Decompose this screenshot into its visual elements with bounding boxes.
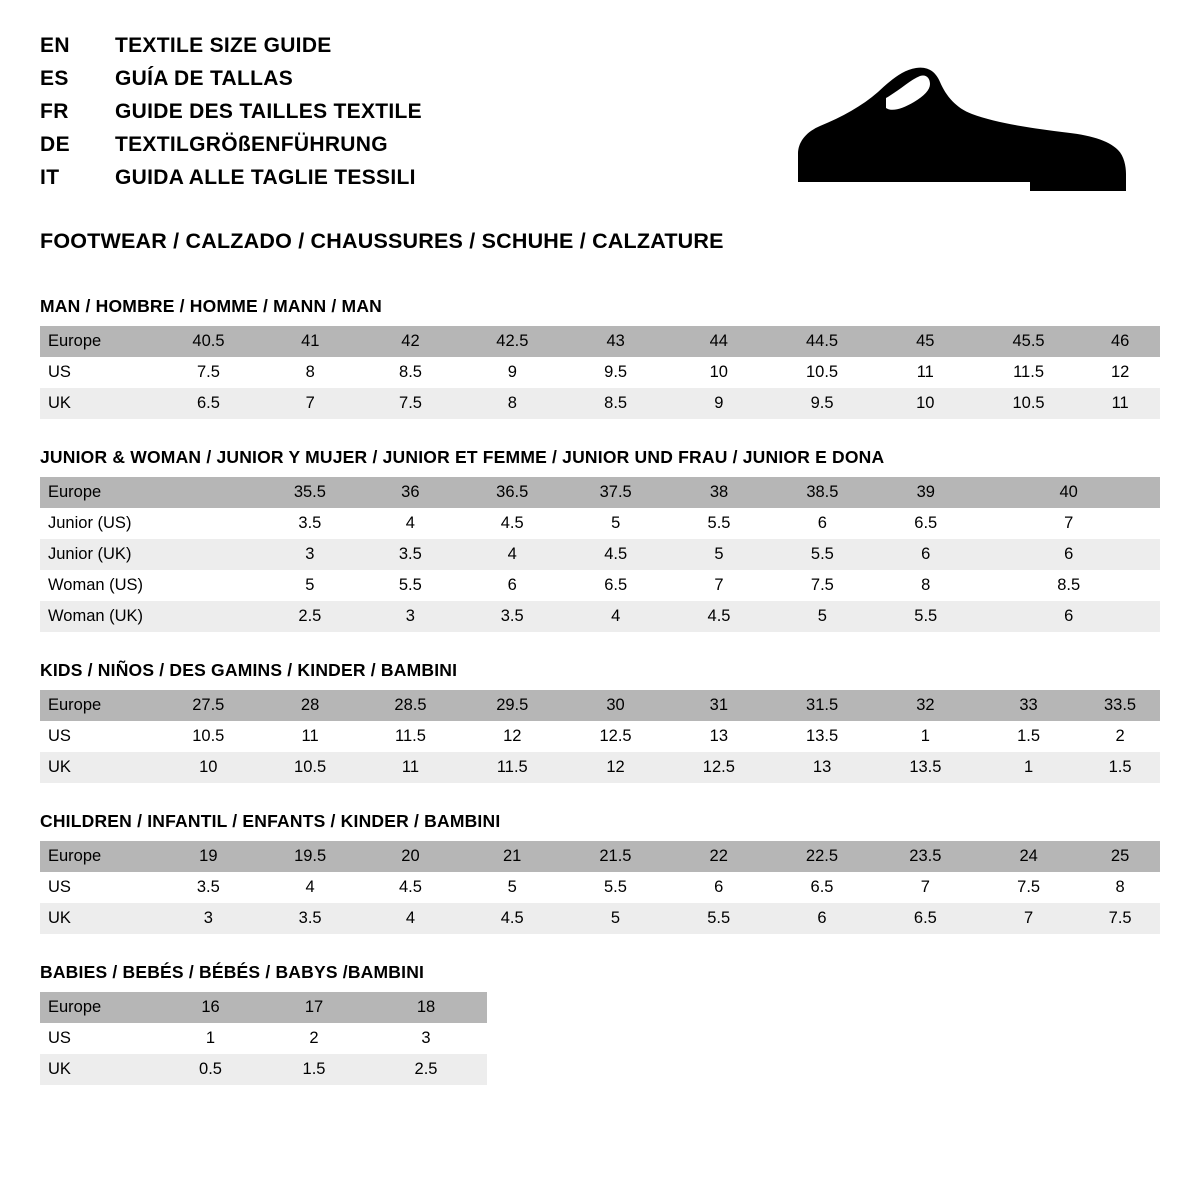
row-label: Europe: [40, 477, 157, 508]
table-cell: 23.5: [874, 841, 977, 872]
table-cell: 33.5: [1080, 690, 1160, 721]
table-cell: 6: [667, 872, 770, 903]
table-cell: 2.5: [260, 601, 361, 632]
table-cell: 12: [1080, 357, 1160, 388]
table-row: [40, 1023, 487, 1054]
table-cell: 5: [667, 539, 770, 570]
row-label: Europe: [40, 690, 157, 721]
table-cell: 3.5: [260, 508, 361, 539]
table-cell: 4: [460, 539, 563, 570]
table-cell: 8.5: [564, 388, 667, 419]
table-cell: 29.5: [461, 690, 564, 721]
language-code: ES: [40, 67, 69, 90]
table-cell: 12.5: [667, 752, 770, 783]
table-cell: 4.5: [360, 872, 460, 903]
table-row: [40, 992, 487, 1023]
table-cell: 4: [564, 601, 667, 632]
table-cell: 28.5: [360, 690, 460, 721]
table-cell: [157, 570, 260, 601]
table-cell: 36.5: [460, 477, 563, 508]
row-label: US: [40, 721, 157, 752]
row-label: UK: [40, 1054, 158, 1085]
language-code: IT: [40, 166, 60, 189]
table-cell: 8.5: [977, 570, 1160, 601]
table-cell: 6.5: [564, 570, 667, 601]
table-cell: 1: [977, 752, 1080, 783]
table-row: [40, 872, 1160, 903]
table-cell: 8: [461, 388, 564, 419]
table-cell: 10.5: [977, 388, 1080, 419]
row-label: UK: [40, 388, 157, 419]
table-row: [40, 841, 1160, 872]
table-cell: 38.5: [771, 477, 874, 508]
table-cell: 13.5: [874, 752, 977, 783]
table-cell: 21: [461, 841, 564, 872]
table-cell: 5.5: [667, 903, 770, 934]
size-table-babies: [40, 992, 487, 1085]
table-row: [40, 752, 1160, 783]
table-cell: 5.5: [564, 872, 667, 903]
table-cell: 6: [977, 601, 1160, 632]
row-label: US: [40, 872, 157, 903]
language-code: DE: [40, 133, 70, 156]
section-title: JUNIOR & WOMAN / JUNIOR Y MUJER / JUNIOR ET FEMME / JUNIOR UND FRAU / JUNIOR E DONA: [40, 447, 885, 467]
row-label: Europe: [40, 841, 157, 872]
table-cell: 4.5: [564, 539, 667, 570]
table-cell: 12: [564, 752, 667, 783]
table-cell: 35.5: [260, 477, 361, 508]
table-cell: 6.5: [157, 388, 260, 419]
row-label: Woman (UK): [40, 601, 157, 632]
row-label: Woman (US): [40, 570, 157, 601]
table-cell: 2: [263, 1023, 365, 1054]
table-cell: 5: [771, 601, 874, 632]
table-cell: 24: [977, 841, 1080, 872]
table-row: [40, 477, 1160, 508]
table-cell: 7.5: [1080, 903, 1160, 934]
category-heading: FOOTWEAR / CALZADO / CHAUSSURES / SCHUHE / CALZATURE: [40, 229, 724, 253]
table-cell: 8: [1080, 872, 1160, 903]
table-cell: [157, 539, 260, 570]
table-cell: 45.5: [977, 326, 1080, 357]
table-cell: 1: [874, 721, 977, 752]
table-cell: 3: [360, 601, 460, 632]
table-cell: 40.5: [157, 326, 260, 357]
table-cell: 0.5: [158, 1054, 263, 1085]
table-cell: 5.5: [874, 601, 977, 632]
table-cell: 6: [460, 570, 563, 601]
language-row: [40, 133, 422, 166]
table-cell: 9.5: [770, 388, 873, 419]
table-cell: 5: [564, 903, 667, 934]
table-cell: 8: [260, 357, 360, 388]
language-code: FR: [40, 100, 69, 123]
table-cell: 42: [360, 326, 460, 357]
table-cell: 1.5: [263, 1054, 365, 1085]
table-cell: 12: [461, 721, 564, 752]
size-table-junior-woman: [40, 477, 1160, 632]
table-cell: 10.5: [157, 721, 260, 752]
table-row: [40, 601, 1160, 632]
table-cell: 13: [770, 752, 873, 783]
size-table-man: [40, 326, 1160, 419]
table-cell: 9: [667, 388, 770, 419]
table-cell: 21.5: [564, 841, 667, 872]
table-cell: 6: [977, 539, 1160, 570]
language-row: [40, 34, 422, 67]
table-cell: 5.5: [360, 570, 460, 601]
table-cell: 33: [977, 690, 1080, 721]
table-cell: 6: [770, 903, 873, 934]
table-cell: 19: [157, 841, 260, 872]
table-row: [40, 1054, 487, 1085]
language-row: [40, 67, 422, 100]
language-title: GUÍA DE TALLAS: [115, 67, 294, 90]
table-cell: 5: [260, 570, 361, 601]
table-row: [40, 508, 1160, 539]
table-cell: 22: [667, 841, 770, 872]
table-cell: 7: [977, 508, 1160, 539]
table-cell: 4.5: [667, 601, 770, 632]
table-row: [40, 570, 1160, 601]
table-cell: [157, 601, 260, 632]
table-cell: 42.5: [461, 326, 564, 357]
table-cell: 9: [461, 357, 564, 388]
table-cell: 3.5: [157, 872, 260, 903]
table-cell: 17: [263, 992, 365, 1023]
section-title: MAN / HOMBRE / HOMME / MANN / MAN: [40, 296, 382, 316]
table-cell: 6: [874, 539, 977, 570]
size-table-children: [40, 841, 1160, 934]
table-cell: 3: [260, 539, 361, 570]
table-cell: 7.5: [977, 872, 1080, 903]
table-cell: 44: [667, 326, 770, 357]
table-row: [40, 903, 1160, 934]
table-cell: 4: [360, 508, 460, 539]
table-cell: 45: [874, 326, 977, 357]
table-cell: 13.5: [770, 721, 873, 752]
table-cell: 5: [461, 872, 564, 903]
table-row: [40, 690, 1160, 721]
table-cell: 1.5: [1080, 752, 1160, 783]
row-label: UK: [40, 752, 157, 783]
table-cell: 10.5: [260, 752, 360, 783]
table-cell: 4.5: [461, 903, 564, 934]
table-cell: 10: [874, 388, 977, 419]
language-row: [40, 100, 422, 133]
table-cell: 7.5: [157, 357, 260, 388]
table-cell: 11: [260, 721, 360, 752]
table-cell: 7: [667, 570, 770, 601]
size-table-kids: [40, 690, 1160, 783]
table-cell: 4: [360, 903, 460, 934]
language-title: GUIDA ALLE TAGLIE TESSILI: [115, 166, 416, 189]
table-cell: 10: [157, 752, 260, 783]
row-label: Europe: [40, 326, 157, 357]
table-row: [40, 326, 1160, 357]
table-cell: 5.5: [667, 508, 770, 539]
table-cell: 36: [360, 477, 460, 508]
table-cell: [157, 477, 260, 508]
table-cell: 31: [667, 690, 770, 721]
table-cell: 5: [564, 508, 667, 539]
table-cell: 4.5: [460, 508, 563, 539]
table-cell: 10: [667, 357, 770, 388]
table-cell: 27.5: [157, 690, 260, 721]
table-cell: 30: [564, 690, 667, 721]
table-cell: 1: [158, 1023, 263, 1054]
table-cell: 3.5: [460, 601, 563, 632]
table-cell: 11: [360, 752, 460, 783]
table-cell: 12.5: [564, 721, 667, 752]
section-kids: [40, 660, 1160, 783]
table-cell: 9.5: [564, 357, 667, 388]
language-title: TEXTILGRÖßENFÜHRUNG: [115, 133, 388, 156]
table-cell: 3.5: [360, 539, 460, 570]
language-title: TEXTILE SIZE GUIDE: [115, 34, 332, 57]
table-cell: 22.5: [770, 841, 873, 872]
table-cell: 6: [771, 508, 874, 539]
row-label: UK: [40, 903, 157, 934]
table-cell: 43: [564, 326, 667, 357]
table-cell: 4: [260, 872, 360, 903]
language-row: [40, 166, 422, 199]
table-cell: 3: [365, 1023, 487, 1054]
row-label: US: [40, 357, 157, 388]
table-cell: 16: [158, 992, 263, 1023]
table-cell: 11.5: [977, 357, 1080, 388]
table-cell: 10.5: [770, 357, 873, 388]
table-cell: 7: [977, 903, 1080, 934]
table-row: [40, 721, 1160, 752]
table-cell: 6.5: [874, 508, 977, 539]
section-children: [40, 811, 1160, 934]
section-junior-woman: [40, 447, 1160, 632]
table-cell: 8.5: [360, 357, 460, 388]
table-cell: [157, 508, 260, 539]
table-cell: 44.5: [770, 326, 873, 357]
dress-shoe-icon: [780, 62, 1140, 192]
table-cell: 38: [667, 477, 770, 508]
table-cell: 18: [365, 992, 487, 1023]
section-title: KIDS / NIÑOS / DES GAMINS / KINDER / BAMBINI: [40, 660, 458, 680]
table-cell: 39: [874, 477, 977, 508]
table-row: [40, 388, 1160, 419]
table-cell: 6.5: [874, 903, 977, 934]
table-cell: 40: [977, 477, 1160, 508]
table-cell: 5.5: [771, 539, 874, 570]
section-title: BABIES / BEBÉS / BÉBÉS / BABYS /BAMBINI: [40, 962, 425, 982]
table-cell: 11: [874, 357, 977, 388]
row-label: Junior (UK): [40, 539, 157, 570]
table-cell: 28: [260, 690, 360, 721]
table-cell: 1.5: [977, 721, 1080, 752]
language-title-list: [40, 34, 422, 199]
table-cell: 7: [260, 388, 360, 419]
table-cell: 3: [157, 903, 260, 934]
table-cell: 19.5: [260, 841, 360, 872]
table-cell: 8: [874, 570, 977, 601]
language-title: GUIDE DES TAILLES TEXTILE: [115, 100, 422, 123]
table-cell: 37.5: [564, 477, 667, 508]
table-cell: 6.5: [770, 872, 873, 903]
table-cell: 11: [1080, 388, 1160, 419]
table-cell: 13: [667, 721, 770, 752]
table-cell: 11.5: [461, 752, 564, 783]
language-code: EN: [40, 34, 70, 57]
table-cell: 31.5: [770, 690, 873, 721]
row-label: Junior (US): [40, 508, 157, 539]
page-header: [40, 34, 1160, 199]
section-title: CHILDREN / INFANTIL / ENFANTS / KINDER / BAMBINI: [40, 811, 501, 831]
table-cell: 7.5: [771, 570, 874, 601]
row-label: US: [40, 1023, 158, 1054]
row-label: Europe: [40, 992, 158, 1023]
table-cell: 3.5: [260, 903, 360, 934]
table-cell: 11.5: [360, 721, 460, 752]
table-cell: 32: [874, 690, 977, 721]
table-cell: 25: [1080, 841, 1160, 872]
table-row: [40, 357, 1160, 388]
table-cell: 41: [260, 326, 360, 357]
table-cell: 20: [360, 841, 460, 872]
section-babies: [40, 962, 1160, 1085]
table-row: [40, 539, 1160, 570]
table-cell: 7: [874, 872, 977, 903]
table-cell: 46: [1080, 326, 1160, 357]
table-cell: 2: [1080, 721, 1160, 752]
section-man: [40, 296, 1160, 419]
table-cell: 2.5: [365, 1054, 487, 1085]
table-cell: 7.5: [360, 388, 460, 419]
